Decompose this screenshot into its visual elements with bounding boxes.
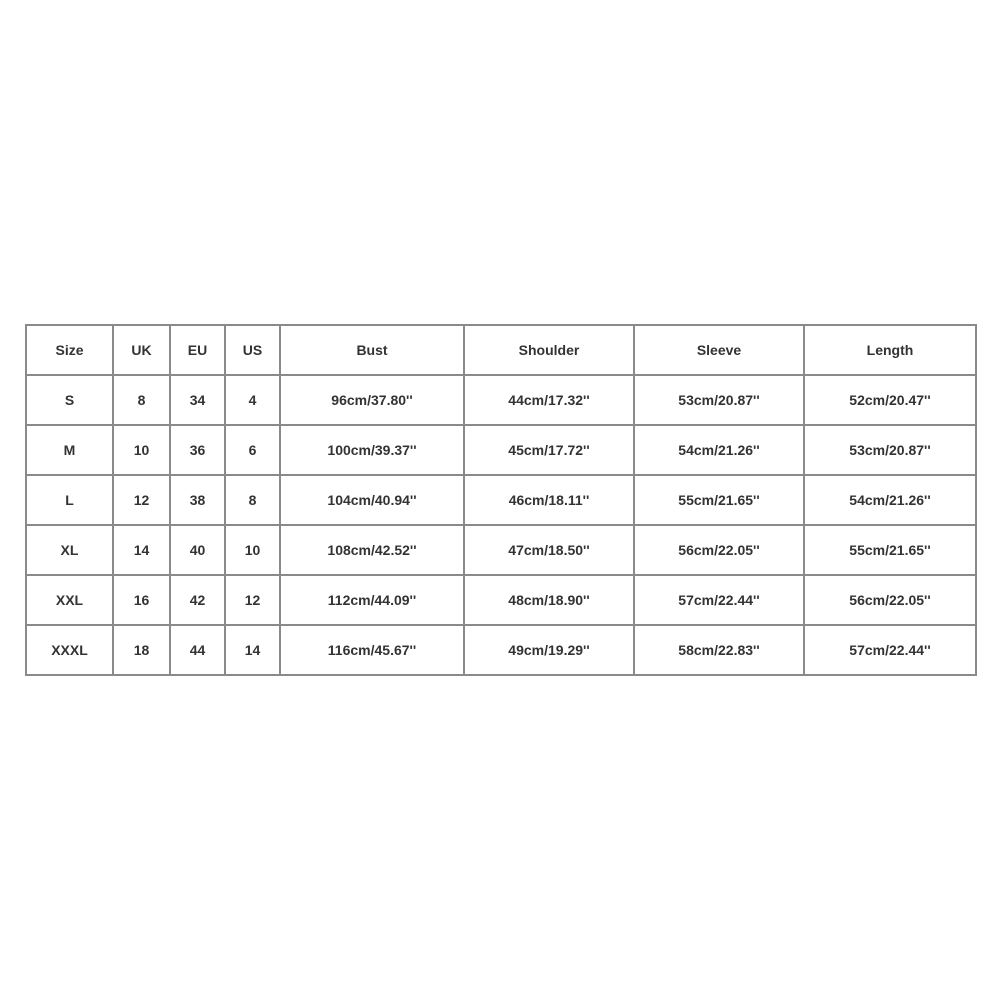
- cell-uk: 16: [113, 575, 170, 625]
- cell-size: XXXL: [26, 625, 113, 675]
- cell-sleeve: 58cm/22.83'': [634, 625, 804, 675]
- table-row: [26, 525, 976, 575]
- header-length: Length: [804, 325, 976, 375]
- cell-size: S: [26, 375, 113, 425]
- cell-us: 12: [225, 575, 280, 625]
- cell-bust: 108cm/42.52'': [280, 525, 464, 575]
- cell-sleeve: 54cm/21.26'': [634, 425, 804, 475]
- cell-length: 52cm/20.47'': [804, 375, 976, 425]
- header-shoulder: Shoulder: [464, 325, 634, 375]
- cell-shoulder: 44cm/17.32'': [464, 375, 634, 425]
- cell-shoulder: 46cm/18.11'': [464, 475, 634, 525]
- cell-uk: 12: [113, 475, 170, 525]
- table-row: [26, 475, 976, 525]
- cell-shoulder: 45cm/17.72'': [464, 425, 634, 475]
- size-chart-table: [25, 324, 977, 676]
- header-bust: Bust: [280, 325, 464, 375]
- header-eu: EU: [170, 325, 225, 375]
- cell-shoulder: 47cm/18.50'': [464, 525, 634, 575]
- cell-eu: 44: [170, 625, 225, 675]
- header-row: [26, 325, 976, 375]
- cell-uk: 18: [113, 625, 170, 675]
- cell-uk: 8: [113, 375, 170, 425]
- header-uk: UK: [113, 325, 170, 375]
- cell-shoulder: 49cm/19.29'': [464, 625, 634, 675]
- cell-size: L: [26, 475, 113, 525]
- cell-size: XL: [26, 525, 113, 575]
- header-sleeve: Sleeve: [634, 325, 804, 375]
- table-row: [26, 375, 976, 425]
- cell-sleeve: 55cm/21.65'': [634, 475, 804, 525]
- cell-length: 54cm/21.26'': [804, 475, 976, 525]
- cell-us: 4: [225, 375, 280, 425]
- cell-shoulder: 48cm/18.90'': [464, 575, 634, 625]
- cell-sleeve: 57cm/22.44'': [634, 575, 804, 625]
- cell-us: 6: [225, 425, 280, 475]
- cell-sleeve: 56cm/22.05'': [634, 525, 804, 575]
- header-size: Size: [26, 325, 113, 375]
- header-us: US: [225, 325, 280, 375]
- cell-length: 57cm/22.44'': [804, 625, 976, 675]
- cell-length: 53cm/20.87'': [804, 425, 976, 475]
- cell-eu: 38: [170, 475, 225, 525]
- table-row: [26, 575, 976, 625]
- cell-sleeve: 53cm/20.87'': [634, 375, 804, 425]
- cell-size: XXL: [26, 575, 113, 625]
- cell-size: M: [26, 425, 113, 475]
- table-row: [26, 425, 976, 475]
- cell-us: 14: [225, 625, 280, 675]
- cell-bust: 104cm/40.94'': [280, 475, 464, 525]
- cell-eu: 40: [170, 525, 225, 575]
- cell-eu: 36: [170, 425, 225, 475]
- cell-eu: 34: [170, 375, 225, 425]
- cell-bust: 100cm/39.37'': [280, 425, 464, 475]
- cell-us: 8: [225, 475, 280, 525]
- cell-bust: 96cm/37.80'': [280, 375, 464, 425]
- cell-uk: 14: [113, 525, 170, 575]
- table-row: [26, 625, 976, 675]
- cell-eu: 42: [170, 575, 225, 625]
- cell-length: 55cm/21.65'': [804, 525, 976, 575]
- cell-us: 10: [225, 525, 280, 575]
- cell-bust: 112cm/44.09'': [280, 575, 464, 625]
- cell-length: 56cm/22.05'': [804, 575, 976, 625]
- cell-bust: 116cm/45.67'': [280, 625, 464, 675]
- cell-uk: 10: [113, 425, 170, 475]
